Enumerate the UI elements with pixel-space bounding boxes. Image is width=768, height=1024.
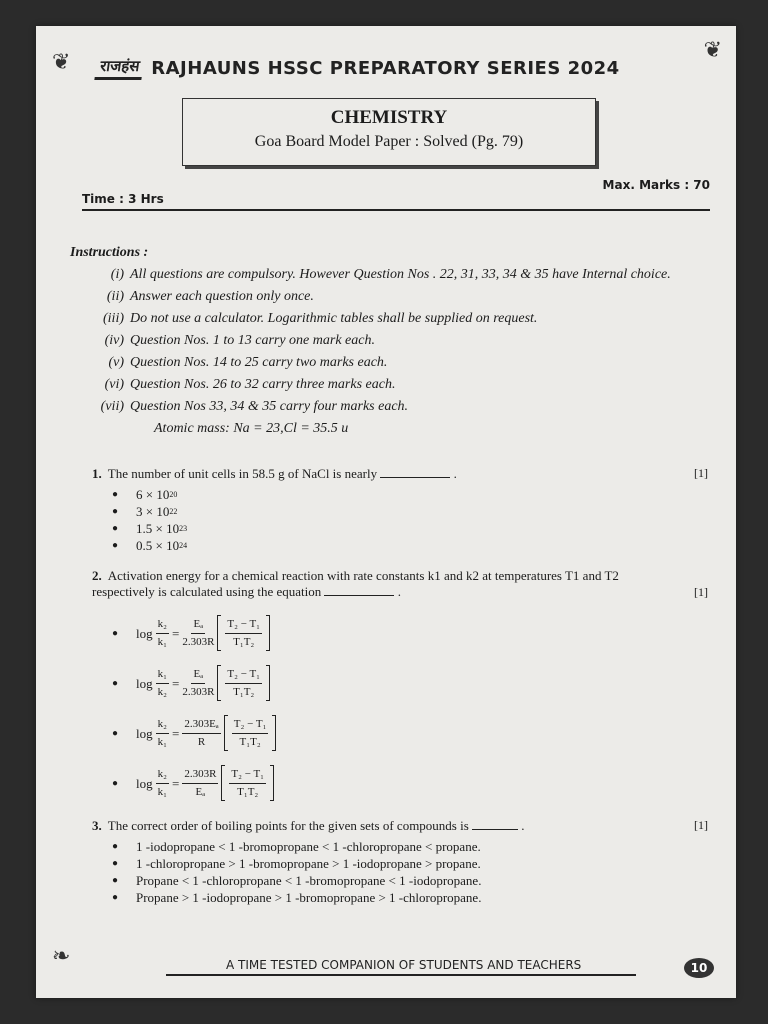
bullet-icon: ●	[112, 506, 119, 517]
instructions-heading: Instructions :	[70, 245, 149, 260]
bullet-icon: ●	[112, 627, 119, 639]
subject-box	[182, 98, 596, 166]
list-item: ● 6 × 10 20	[112, 487, 178, 502]
question-marks: [1]	[694, 585, 708, 599]
bullet-icon: ●	[112, 489, 119, 500]
page	[36, 26, 736, 998]
list-item: ● 3 × 10 22	[112, 504, 178, 519]
instruction-item: (iii) Do not use a calculator. Logarithmic tables shall be supplied on request.	[103, 311, 538, 326]
divider	[82, 209, 710, 211]
footer-tagline: A TIME TESTED COMPANION OF STUDENTS AND TEACHERS	[226, 958, 582, 972]
question-number: 3.	[92, 818, 102, 833]
list-item: ● 0.5 × 10 24	[112, 538, 188, 553]
subject-title: CHEMISTRY	[330, 107, 448, 128]
list-item: ● 1.5 × 10 23	[112, 521, 188, 536]
instruction-item: (i) All questions are compulsory. However Question Nos . 22, 31, 33, 34 & 35 have Internal choice.	[110, 267, 671, 282]
page-footer	[66, 950, 716, 980]
bullet-icon: ●	[112, 523, 119, 534]
list-item: ● Propane > 1 -iodopropane > 1 -bromopropane > 1 -chloropropane.	[112, 890, 482, 905]
question-marks: [1]	[694, 818, 708, 832]
instruction-item: (vii) Question Nos 33, 34 & 35 carry four marks each.	[100, 399, 409, 414]
page-header	[96, 56, 716, 80]
footer-rule	[166, 974, 636, 976]
question-number: 2.	[92, 568, 102, 583]
paper-subtitle: Goa Board Model Paper : Solved (Pg. 79)	[254, 133, 524, 150]
list-item: ● log $\frac{\text{k₂}}{\text{k₁}}$ = $\frac{\text{Eₐ}}{2.303R}$ $\frac{\text{T₂ − T₁}}{\text{T₁T₂}}$	[112, 608, 708, 658]
page-number: 10	[684, 958, 714, 978]
question-text: The correct order of boiling points for the given sets of compounds is	[107, 818, 469, 833]
question-marks: [1]	[694, 466, 708, 480]
bullet-icon: ●	[112, 892, 119, 903]
list-item: ● 1 -iodopropane < 1 -bromopropane < 1 -chloropropane < propane.	[112, 839, 481, 854]
bullet-icon: ●	[112, 777, 119, 789]
question-number: 1.	[92, 466, 102, 481]
options-list	[112, 608, 708, 808]
bullet-icon: ●	[112, 858, 119, 869]
atomic-mass-note: Atomic mass: Na = 23,Cl = 35.5 u	[154, 421, 349, 436]
options-list	[112, 486, 708, 554]
list-item: ● Propane < 1 -chloropropane < 1 -bromopropane < 1 -iodopropane.	[112, 873, 482, 888]
list-item: ● log $\frac{\text{k₂}}{\text{k₁}}$ = $\frac{2.303R}{\text{Eₐ}}$ $\frac{\text{T₂ − T₁}}{\text{T₁T₂}}$	[112, 758, 708, 808]
question-3: 3. The correct order of boiling points for the given sets of compounds is . [1] ● 1 -iodopropane < 1 -bromopropane < 1 -chloropropane < propane. ● 1 -chloropropane > 1 -bromopropane > 1 -iodopropane > propane. ● Propane < 1 -chloropropane < 1 -bromopropane < 1 -iodopropane. ● Propane > 1 -iodopropane > 1 -bromopropane > 1 -chloropropane.	[92, 818, 708, 905]
bullet-icon: ●	[112, 727, 119, 739]
series-title: RAJHAUNS HSSC PREPARATORY SERIES 2024	[151, 57, 620, 79]
bullet-icon: ●	[112, 875, 119, 886]
list-item: ● log $\frac{\text{k₂}}{\text{k₁}}$ = $\frac{\text{2.303Eₐ}}{R}$ $\frac{\text{T₂ − T₁}}{\text{T₁T₂}}$	[112, 708, 708, 758]
instruction-item: (iv) Question Nos. 1 to 13 carry one mark each.	[104, 333, 375, 348]
corner-ornament-icon: ❧	[52, 944, 71, 969]
question-text: The number of unit cells in 58.5 g of NaCl is nearly	[107, 466, 378, 481]
question-text: Activation energy for a chemical reaction with rate constants k1 and k2 at temperatures T1 and T2 respectively is calculated using the equation	[92, 568, 619, 599]
question-1: 1. The number of unit cells in 58.5 g of NaCl is nearly . [1] ● 6 × 10 20 ● 3 × 10 22 ● 1.5 × 10 23 ● 0.5 × 10 24	[92, 466, 708, 553]
instructions	[70, 242, 710, 440]
max-marks: Max. Marks : 70	[602, 178, 710, 192]
instruction-item: (vi) Question Nos. 26 to 32 carry three marks each.	[104, 377, 396, 392]
publisher-logo: राजहंस	[94, 56, 145, 80]
question-2: 2. Activation energy for a chemical reaction with rate constants k1 and k2 at temperatures T1 and T2 respectively is calculated using the equation . [1] ● log $\frac{\text{k₂}}{\text{k₁}}$ = $\frac{\text{Eₐ}}{2.303R}$ $\frac{\text{T₂ − T₁}}{\text{T₁T₂}}$ ● log $\frac{\text{k₁}}{\text{k₂}}$ = $\frac{\text{Eₐ}}{2.303R}$ $\frac{\text{T₂ − T₁}}{\text{T₁T₂}}$ ● log $\frac{\text{k₂}}{\text{k₁}}$ = $\frac{\text{2.303Eₐ}}{R}$ $\frac{\text{T₂ − T₁}}{\text{T₁T₂}}$ ● log $\frac{\text{k₂}}{\text{k₁}}$ = $\frac{2.303R}{\text{Eₐ}}$ $\frac{\text{T₂ − T₁}}{\text{T₁T₂}}$	[92, 568, 708, 808]
bullet-icon: ●	[112, 841, 119, 852]
corner-ornament-icon: ❦	[703, 38, 722, 63]
answer-blank	[380, 477, 450, 478]
answer-blank	[472, 829, 518, 830]
instruction-item: (v) Question Nos. 14 to 25 carry two marks each.	[108, 355, 388, 370]
instruction-item: (ii) Answer each question only once.	[106, 289, 314, 304]
bullet-icon: ●	[112, 677, 119, 689]
options-list	[112, 838, 708, 906]
exam-time: Time : 3 Hrs	[82, 192, 164, 206]
bullet-icon: ●	[112, 540, 119, 551]
answer-blank	[324, 595, 394, 596]
list-item: ● 1 -chloropropane > 1 -bromopropane > 1 -iodopropane > propane.	[112, 856, 481, 871]
corner-ornament-icon: ❦	[52, 50, 71, 75]
exam-meta	[82, 178, 710, 206]
list-item: ● log $\frac{\text{k₁}}{\text{k₂}}$ = $\frac{\text{Eₐ}}{2.303R}$ $\frac{\text{T₂ − T₁}}{\text{T₁T₂}}$	[112, 658, 708, 708]
